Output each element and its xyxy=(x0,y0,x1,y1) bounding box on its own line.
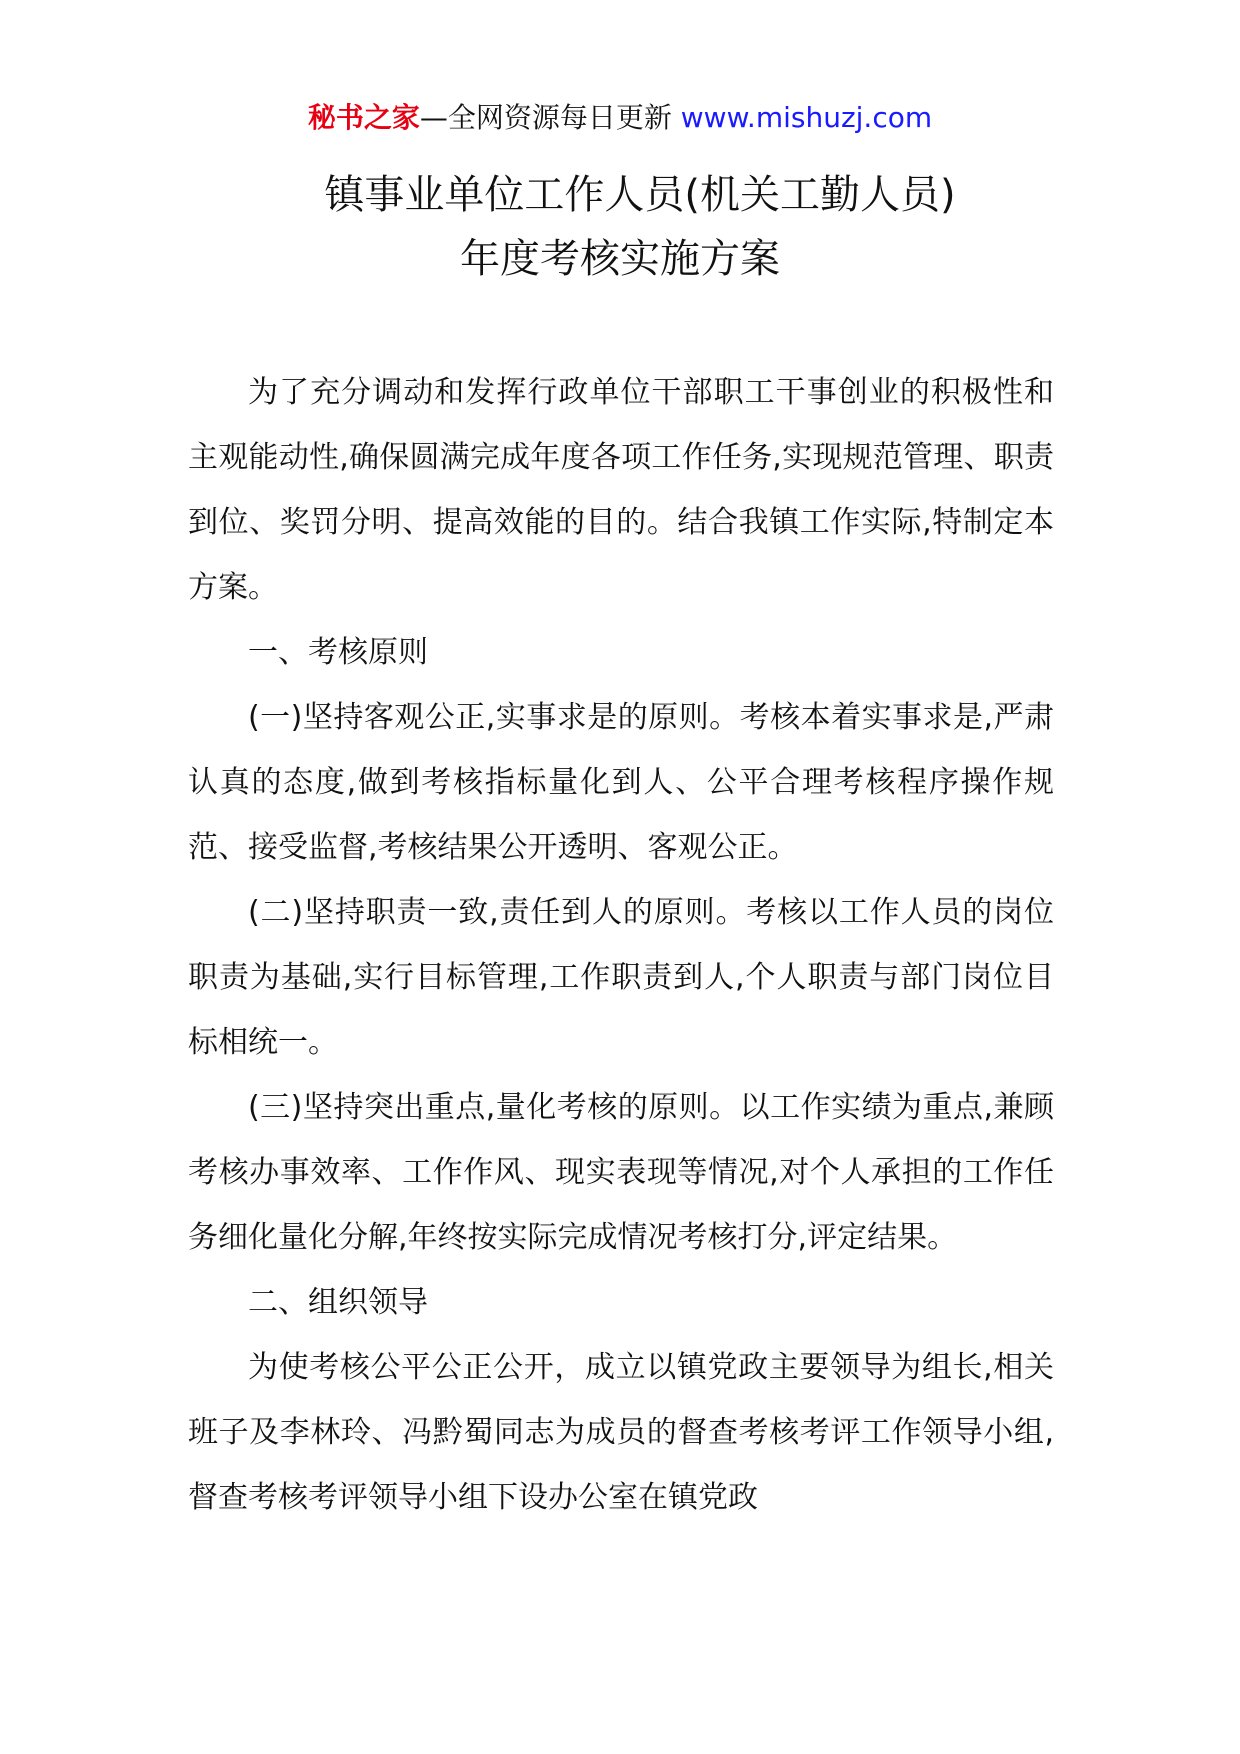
header-tagline: —全网资源每日更新 xyxy=(419,101,681,134)
document-title-line-2: 年度考核实施方案 xyxy=(460,236,780,282)
intro-paragraph: 为了充分调动和发挥行政单位干部职工干事创业的积极性和主观能动性,确保圆满完成年度各项工作任务,实现规范管理、职责到位、奖罚分明、提高效能的目的。结合我镇工作实际,特制定本方案。 xyxy=(188,375,1054,605)
section-heading-principles: 一、考核原则 xyxy=(248,635,428,670)
document-body xyxy=(188,360,1054,1530)
principle-paragraph-2: (二)坚持职责一致,责任到人的原则。考核以工作人员的岗位职责为基础,实行目标管理,工作职责到人,个人职责与部门岗位目标相统一。 xyxy=(188,895,1054,1060)
site-link[interactable]: www.mishuzj.com xyxy=(680,101,933,134)
leadership-paragraph-1: 为使考核公平公正公开，成立以镇党政主要领导为组长,相关班子及李林玲、冯黔蜀同志为成员的督查考核考评工作领导小组,督查考核考评领导小组下设办公室在镇党政 xyxy=(188,1350,1054,1515)
site-header xyxy=(0,98,1240,138)
principle-paragraph-1: (一)坚持客观公正,实事求是的原则。考核本着实事求是,严肃认真的态度,做到考核指标量化到人、公平合理考核程序操作规范、接受监督,考核结果公开透明、客观公正。 xyxy=(188,700,1054,865)
brand-name: 秘书之家 xyxy=(307,101,420,134)
section-heading-leadership: 二、组织领导 xyxy=(248,1285,428,1320)
principle-paragraph-3: (三)坚持突出重点,量化考核的原则。以工作实绩为重点,兼顾考核办事效率、工作作风、现实表现等情况,对个人承担的工作任务细化量化分解,年终按实际完成情况考核打分,评定结果。 xyxy=(188,1090,1054,1255)
document-title-line-1: 镇事业单位工作人员(机关工勤人员) xyxy=(324,172,956,218)
